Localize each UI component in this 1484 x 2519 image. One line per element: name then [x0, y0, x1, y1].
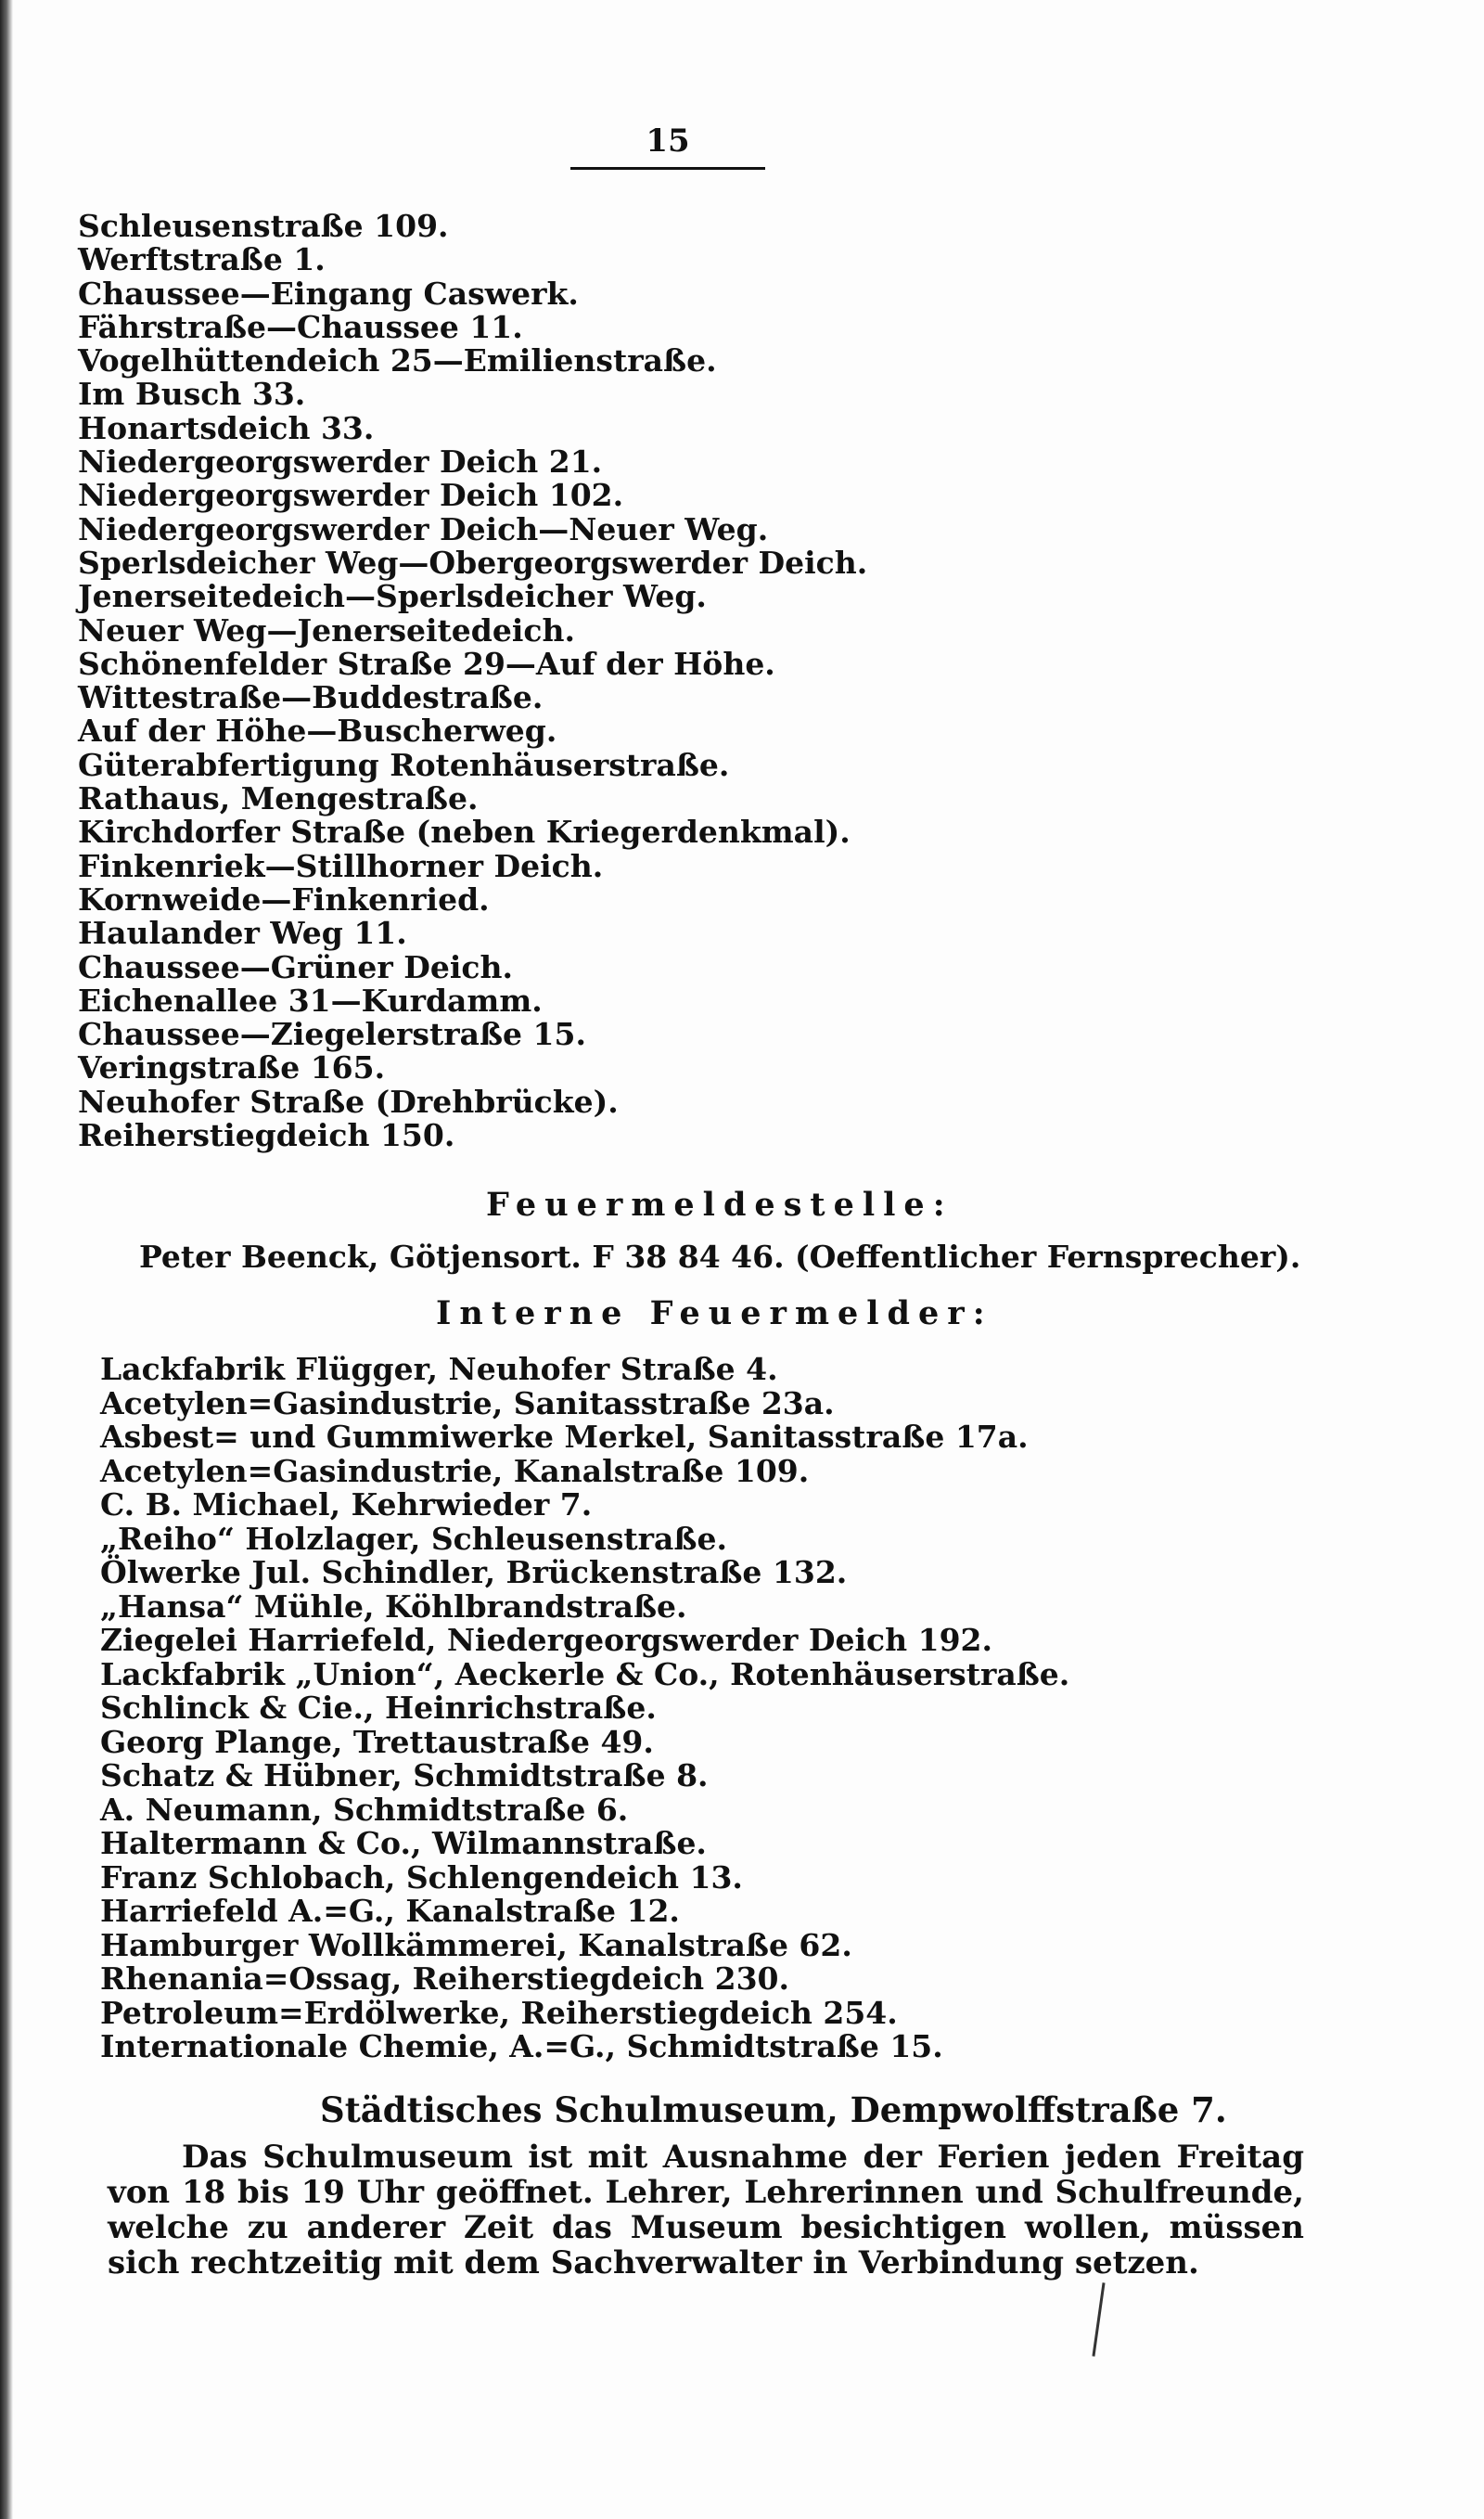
- list-item: Neuhofer Straße (Drehbrücke).: [78, 1083, 619, 1120]
- schulmuseum-heading: Städtisches Schulmuseum, Dempwolffstraße 7.: [320, 2089, 1227, 2130]
- list-item: Rhenania=Ossag, Reiherstiegdeich 230.: [100, 1960, 789, 1997]
- interne-feuermelder-list: [100, 1353, 1069, 2064]
- list-item: Chaussee—Grüner Deich.: [78, 948, 513, 985]
- list-item: Franz Schlobach, Schlengendeich 13.: [100, 1858, 743, 1896]
- list-item: C. B. Michael, Kehrwieder 7.: [100, 1486, 593, 1523]
- list-item: Güterabfertigung Rotenhäuserstraße.: [78, 746, 730, 783]
- list-item: Kirchdorfer Straße (neben Kriegerdenkmal).: [78, 814, 851, 851]
- list-item: Georg Plange, Trettaustraße 49.: [100, 1723, 654, 1760]
- list-item: Sperlsdeicher Weg—Obergeorgswerder Deich.: [78, 544, 868, 581]
- list-item: Asbest= und Gummiwerke Merkel, Sanitasstraße 17a.: [100, 1419, 1029, 1455]
- list-item: Ölwerke Jul. Schindler, Brückenstraße 132.: [100, 1554, 848, 1590]
- list-item: Internationale Chemie, A.=G., Schmidtstraße 15.: [100, 2028, 943, 2064]
- list-item: Haulander Weg 11.: [78, 915, 407, 952]
- fire-alarm-street-list: [78, 210, 867, 1152]
- list-item: Niedergeorgswerder Deich—Neuer Weg.: [78, 510, 769, 547]
- list-item: Kornweide—Finkenried.: [78, 880, 490, 918]
- list-item: Hamburger Wollkämmerei, Kanalstraße 62.: [100, 1926, 852, 1963]
- list-item: Chaussee—Ziegelerstraße 15.: [78, 1016, 586, 1053]
- list-item: Acetylen=Gasindustrie, Sanitasstraße 23a.: [100, 1384, 835, 1421]
- list-item: Rathaus, Mengestraße.: [78, 780, 479, 817]
- list-item: „Hansa“ Mühle, Köhlbrandstraße.: [100, 1587, 687, 1625]
- list-item: „Reiho“ Holzlager, Schleusenstraße.: [100, 1520, 727, 1557]
- schulmuseum-paragraph: Das Schulmuseum ist mit Ausnahme der Ferien jeden Freitag von 18 bis 19 Uhr geöffnet. Lehrer, Lehrerinnen und Schulfreunde, welche zu anderer Zeit das Museum besichtigen wollen, müssen sich rechtzeitig mit dem Sachverwalter in Verbindung setzen.: [108, 2139, 1304, 2281]
- scan-edge-shadow: [0, 0, 13, 2519]
- list-item: Schönenfelder Straße 29—Auf der Höhe.: [78, 645, 775, 682]
- list-item: A. Neumann, Schmidtstraße 6.: [100, 1791, 629, 1828]
- list-item: Fährstraße—Chaussee 11.: [78, 308, 523, 345]
- list-item: Finkenriek—Stillhorner Deich.: [78, 847, 604, 884]
- list-item: Niedergeorgswerder Deich 102.: [78, 477, 624, 514]
- list-item: Ziegelei Harriefeld, Niedergeorgswerder Deich 192.: [100, 1622, 992, 1658]
- list-item: Schatz & Hübner, Schmidtstraße 8.: [100, 1757, 709, 1793]
- list-item: Reiherstiegdeich 150.: [78, 1117, 455, 1154]
- interne-feuermelder-heading: Interne Feuermelder:: [436, 1294, 993, 1332]
- list-item: Harriefeld A.=G., Kanalstraße 12.: [100, 1893, 680, 1929]
- list-item: Chaussee—Eingang Caswerk.: [78, 275, 579, 312]
- list-item: Acetylen=Gasindustrie, Kanalstraße 109.: [100, 1452, 810, 1489]
- list-item: Haltermann & Co., Wilmannstraße.: [100, 1825, 707, 1861]
- list-item: Eichenallee 31—Kurdamm.: [78, 982, 543, 1019]
- list-item: Wittestraße—Buddestraße.: [78, 679, 544, 716]
- list-item: Im Busch 33.: [78, 376, 306, 413]
- list-item: Lackfabrik „Union“, Aeckerle & Co., Rotenhäuserstraße.: [100, 1655, 1070, 1692]
- list-item: Lackfabrik Flügger, Neuhofer Straße 4.: [100, 1351, 778, 1387]
- list-item: Neuer Weg—Jenerseitedeich.: [78, 611, 575, 649]
- list-item: Vogelhüttendeich 25—Emilienstraße.: [78, 342, 717, 379]
- list-item: Schleusenstraße 109.: [78, 208, 449, 244]
- list-item: Werftstraße 1.: [78, 241, 326, 278]
- list-item: Niedergeorgswerder Deich 21.: [78, 443, 603, 481]
- list-item: Schlinck & Cie., Heinrichstraße.: [100, 1690, 657, 1726]
- page-number-rule: [570, 167, 765, 170]
- list-item: Petroleum=Erdölwerke, Reiherstiegdeich 254.: [100, 1994, 898, 2031]
- feuermeldestelle-entry: Peter Beenck, Götjensort. F 38 84 46. (Oeffentlicher Fernsprecher).: [139, 1239, 1301, 1275]
- list-item: Auf der Höhe—Buscherweg.: [78, 713, 557, 750]
- list-item: Jenerseitedeich—Sperlsdeicher Weg.: [78, 578, 707, 615]
- scan-scratch-mark: [1092, 2282, 1105, 2357]
- feuermeldestelle-heading: Feuermeldestelle:: [486, 1186, 953, 1224]
- page-number: 15: [646, 122, 690, 160]
- list-item: Honartsdeich 33.: [78, 409, 375, 446]
- list-item: Veringstraße 165.: [78, 1049, 386, 1086]
